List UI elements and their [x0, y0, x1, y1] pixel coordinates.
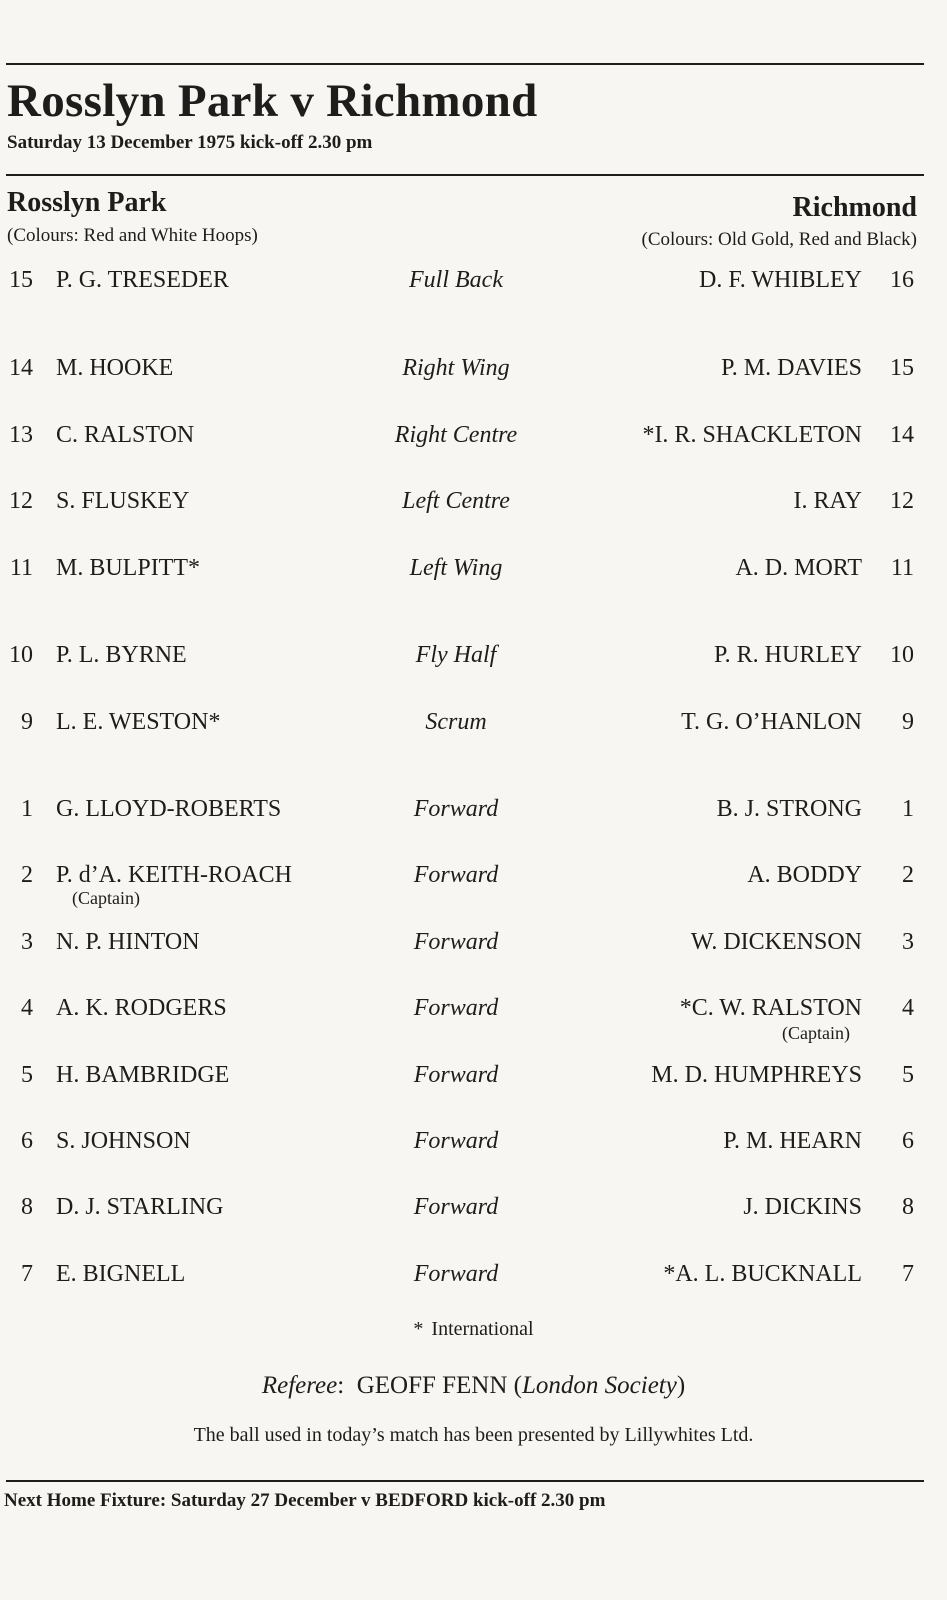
- home-player-name: M. BULPITT*: [56, 555, 200, 581]
- player-position: Left Wing: [409, 555, 503, 581]
- away-player-number: 9: [902, 709, 914, 735]
- lineup-row: [0, 929, 947, 959]
- away-team-colours: (Colours: Old Gold, Red and Black): [641, 229, 917, 250]
- home-player-number: 15: [9, 267, 33, 293]
- player-position: Fly Half: [415, 642, 497, 668]
- international-legend: [0, 1318, 947, 1341]
- player-position: Right Centre: [394, 422, 518, 448]
- home-player-number: 11: [9, 555, 33, 581]
- away-player-name: P. M. HEARN: [723, 1128, 862, 1154]
- home-player-name: S. FLUSKEY: [56, 488, 190, 514]
- home-team-colours: (Colours: Red and White Hoops): [7, 225, 258, 246]
- player-position: Forward: [413, 1128, 499, 1154]
- player-position: Forward: [413, 995, 499, 1021]
- player-position: Right Wing: [402, 355, 510, 381]
- away-player-name: M. D. HUMPHREYS: [651, 1062, 862, 1088]
- home-player-number: 8: [21, 1194, 33, 1220]
- home-player-name: E. BIGNELL: [56, 1261, 186, 1287]
- home-player-number: 13: [9, 422, 33, 448]
- away-player-name: *C. W. RALSTON: [679, 995, 862, 1021]
- away-player-name: *A. L. BUCKNALL: [663, 1261, 862, 1287]
- lineup-row: [0, 488, 947, 518]
- match-title: Rosslyn Park v Richmond: [7, 75, 538, 127]
- away-player-number: 1: [902, 796, 914, 822]
- away-player-name: P. M. DAVIES: [721, 355, 862, 381]
- lineup-row: [0, 422, 947, 452]
- international-star: *: [413, 1318, 424, 1340]
- referee-label: Referee: [261, 1372, 338, 1399]
- away-player-number: 2: [902, 862, 914, 888]
- home-player-number: 3: [21, 929, 33, 955]
- player-position: Forward: [413, 862, 499, 888]
- home-player-name: H. BAMBRIDGE: [56, 1062, 230, 1088]
- away-player-number: 4: [902, 995, 914, 1021]
- away-player-name: I. RAY: [793, 488, 862, 514]
- lineup-row: [0, 555, 947, 585]
- referee-line: Referee: GEOFF FENN (London Society): [261, 1372, 686, 1399]
- away-player-number: 6: [902, 1128, 914, 1154]
- home-player-number: 14: [9, 355, 33, 381]
- home-player-number: 6: [21, 1128, 33, 1154]
- away-player-number: 5: [902, 1062, 914, 1088]
- home-player-number: 5: [21, 1062, 33, 1088]
- referee-name: GEOFF FENN: [356, 1372, 508, 1399]
- away-player-name: W. DICKENSON: [690, 929, 862, 955]
- away-player-number: 3: [902, 929, 914, 955]
- home-player-name: N. P. HINTON: [56, 929, 200, 955]
- away-player-name: P. R. HURLEY: [713, 642, 862, 668]
- home-player-name: C. RALSTON: [56, 422, 195, 448]
- referee-society: London Society: [522, 1372, 677, 1399]
- away-player-number: 16: [890, 267, 914, 293]
- match-subtitle: Saturday 13 December 1975 kick-off 2.30 pm: [7, 132, 373, 153]
- away-player-name: J. DICKINS: [743, 1194, 862, 1220]
- lineup-row: [0, 642, 947, 672]
- home-player-number: 2: [21, 862, 33, 888]
- away-player-number: 11: [890, 555, 914, 581]
- home-player-number: 9: [21, 709, 33, 735]
- away-player-number: 15: [890, 355, 914, 381]
- away-player-name: A. D. MORT: [735, 555, 862, 581]
- away-player-number: 8: [902, 1194, 914, 1220]
- away-team-name: Richmond: [792, 192, 917, 223]
- legend-text: International: [431, 1318, 534, 1340]
- away-captain-note: (Captain): [782, 1023, 850, 1043]
- home-player-name: P. d’A. KEITH-ROACH: [56, 862, 292, 888]
- home-player-name: M. HOOKE: [56, 355, 174, 381]
- lineup-row: [0, 355, 947, 385]
- home-team-name: Rosslyn Park: [7, 187, 167, 218]
- away-player-name: D. F. WHIBLEY: [699, 267, 862, 293]
- player-position: Full Back: [409, 267, 503, 293]
- lineup-row: [0, 796, 947, 826]
- away-player-name: *I. R. SHACKLETON: [642, 422, 862, 448]
- lineup-row: [0, 995, 947, 1025]
- away-player-number: 10: [890, 642, 914, 668]
- player-position: Scrum: [425, 709, 487, 735]
- home-player-name: P. L. BYRNE: [56, 642, 187, 668]
- lineup-row: [0, 1128, 947, 1158]
- home-player-name: D. J. STARLING: [56, 1194, 224, 1220]
- lineup-row: [0, 862, 947, 892]
- home-player-number: 10: [9, 642, 33, 668]
- away-player-number: 12: [890, 488, 914, 514]
- player-position: Forward: [413, 1194, 499, 1220]
- home-player-number: 12: [9, 488, 33, 514]
- lineup-row: [0, 1194, 947, 1224]
- home-player-name: L. E. WESTON*: [56, 709, 221, 735]
- player-position: Forward: [413, 796, 499, 822]
- lineup-row: [0, 1261, 947, 1291]
- away-player-name: T. G. O’HANLON: [681, 709, 862, 735]
- lineup-row: [0, 709, 947, 739]
- away-player-number: 7: [902, 1261, 914, 1287]
- home-player-number: 4: [21, 995, 33, 1021]
- lineup-row: [0, 267, 947, 297]
- home-player-number: 1: [21, 796, 33, 822]
- ball-sponsor-note: The ball used in today’s match has been presented by Lillywhites Ltd.: [193, 1424, 754, 1446]
- player-position: Forward: [413, 929, 499, 955]
- away-player-name: A. BODDY: [747, 862, 862, 888]
- away-player-number: 14: [890, 422, 914, 448]
- home-player-name: A. K. RODGERS: [56, 995, 227, 1021]
- player-position: Left Centre: [402, 488, 510, 514]
- next-home-fixture: Next Home Fixture: Saturday 27 December v BEDFORD kick-off 2.30 pm: [4, 1490, 606, 1511]
- home-player-name: S. JOHNSON: [56, 1128, 191, 1154]
- home-player-name: P. G. TRESEDER: [56, 267, 229, 293]
- home-player-number: 7: [21, 1261, 33, 1287]
- player-position: Forward: [413, 1261, 499, 1287]
- player-position: Forward: [413, 1062, 499, 1088]
- footer-rule: [6, 1480, 924, 1482]
- lineup-row: [0, 1062, 947, 1092]
- home-captain-note: (Captain): [72, 888, 140, 908]
- home-player-name: G. LLOYD-ROBERTS: [56, 796, 282, 822]
- away-player-name: B. J. STRONG: [716, 796, 862, 822]
